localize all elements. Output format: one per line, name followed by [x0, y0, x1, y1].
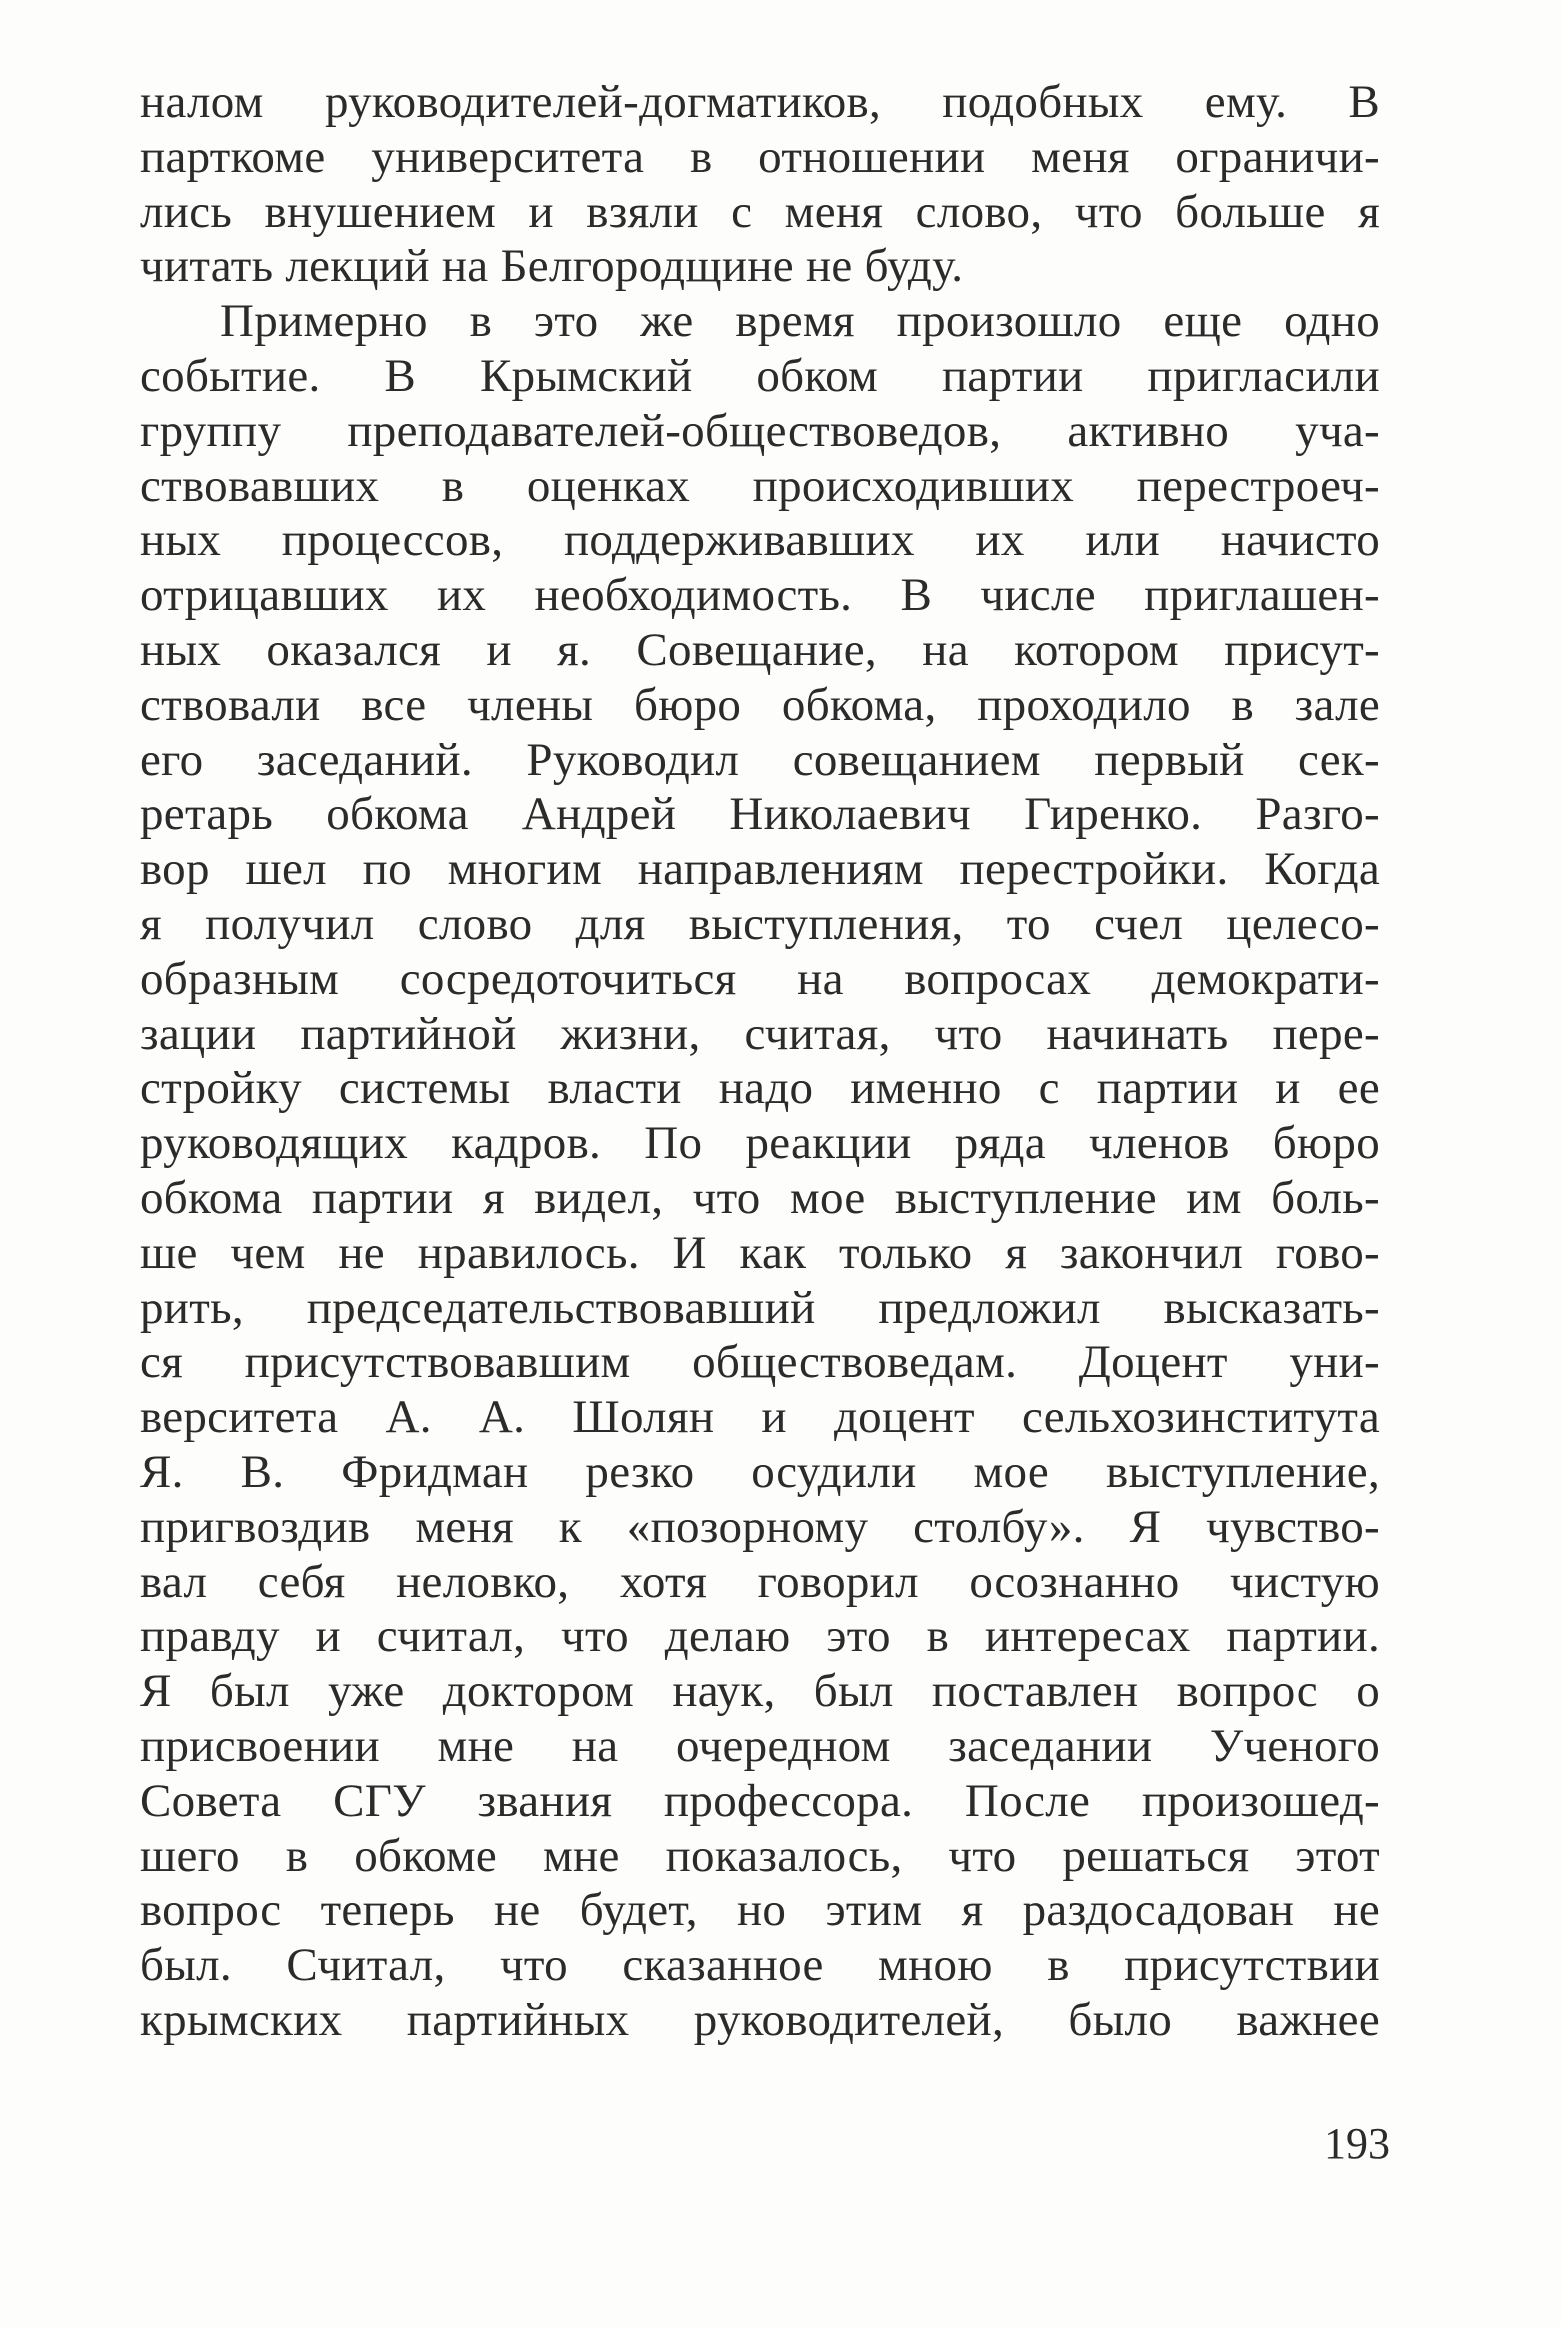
- text-line: Я. В. Фридман резко осудили мое выступление,: [140, 1445, 1380, 1498]
- text-line: образным сосредоточиться на вопросах демократи-: [140, 952, 1380, 1005]
- text-line: пригвоздив меня к «позорному столбу». Я чувство-: [140, 1500, 1380, 1553]
- text-line: Примерно в это же время произошло еще одно: [220, 295, 1380, 348]
- text-line: налом руководителей-догматиков, подобных ему. В: [140, 76, 1380, 128]
- text-line: отрицавших их необходимость. В числе приглашен-: [140, 569, 1380, 622]
- body-text: [140, 75, 1380, 2048]
- text-line: лись внушением и взяли с меня слово, что больше я: [140, 185, 1380, 238]
- text-line: был. Считал, что сказанное мною в присутствии: [140, 1939, 1380, 1992]
- text-line: его заседаний. Руководил совещанием первый сек-: [140, 733, 1380, 786]
- text-line: стройку системы власти надо именно с партии и ее: [140, 1062, 1380, 1115]
- paragraph: [140, 75, 1380, 294]
- text-line: рить, председательствовавший предложил высказать-: [140, 1281, 1380, 1334]
- text-line: зации партийной жизни, считая, что начинать пере-: [140, 1007, 1380, 1060]
- text-line: Совета СГУ звания профессора. После произошед-: [140, 1774, 1380, 1827]
- paragraph: [140, 294, 1380, 2048]
- text-line: обкома партии я видел, что мое выступление им боль-: [140, 1171, 1380, 1224]
- text-line: верситета А. А. Шолян и доцент сельхозинститута: [140, 1391, 1380, 1444]
- text-line: ше чем не нравилось. И как только я закончил гово-: [140, 1226, 1380, 1279]
- page-number: 193: [1324, 2119, 1390, 2168]
- text-line: вал себя неловко, хотя говорил осознанно чистую: [140, 1555, 1380, 1608]
- text-line: шего в обкоме мне показалось, что решаться этот: [140, 1829, 1380, 1882]
- text-line: парткоме университета в отношении меня ограничи-: [140, 130, 1380, 183]
- text-line: присвоении мне на очередном заседании Ученого: [140, 1719, 1380, 1772]
- text-line: я получил слово для выступления, то счел целесо-: [140, 897, 1380, 950]
- text-line: вор шел по многим направлениям перестройки. Когда: [140, 843, 1380, 896]
- text-line: вопрос теперь не будет, но этим я раздосадован не: [140, 1884, 1380, 1937]
- text-line: событие. В Крымский обком партии пригласили: [140, 349, 1380, 402]
- text-line: руководящих кадров. По реакции ряда членов бюро: [140, 1117, 1380, 1170]
- text-line: правду и считал, что делаю это в интересах партии.: [140, 1610, 1380, 1663]
- text-line: группу преподавателей-обществоведов, активно уча-: [140, 404, 1380, 457]
- text-line: Я был уже доктором наук, был поставлен вопрос о: [140, 1665, 1380, 1718]
- text-line: ных оказался и я. Совещание, на котором присут-: [140, 623, 1380, 676]
- text-line: ствовавших в оценках происходивших перестроеч-: [140, 459, 1380, 512]
- text-line: читать лекций на Белгородщине не буду.: [140, 240, 964, 293]
- text-line: ретарь обкома Андрей Николаевич Гиренко. Разго-: [140, 788, 1380, 841]
- text-line: ся присутствовавшим обществоведам. Доцент уни-: [140, 1336, 1380, 1389]
- text-line: крымских партийных руководителей, было важнее: [140, 1993, 1380, 2046]
- text-line: ных процессов, поддерживавших их или начисто: [140, 514, 1380, 567]
- text-line: ствовали все члены бюро обкома, проходило в зале: [140, 678, 1380, 731]
